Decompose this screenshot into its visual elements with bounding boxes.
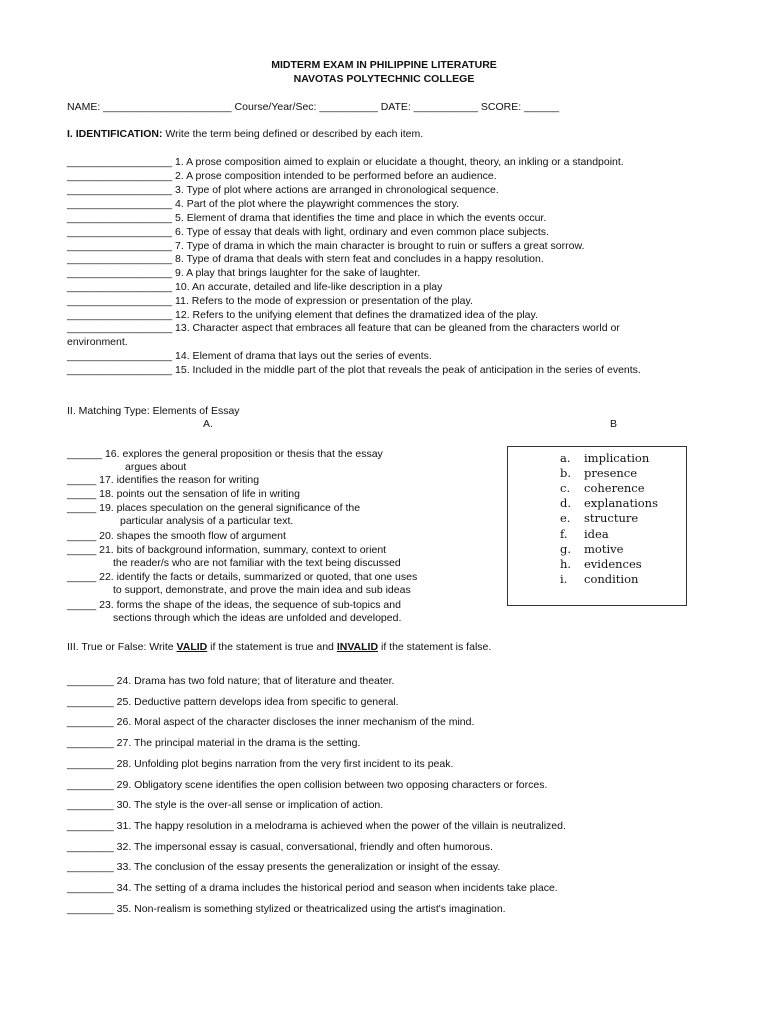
- true-false-item-text: 34. The setting of a drama includes the historical period and season when incidents take place.: [116, 882, 558, 894]
- answer-blank[interactable]: _____: [67, 474, 97, 486]
- true-false-item-text: 25. Deductive pattern develops idea from specific to general.: [116, 695, 399, 708]
- identification-heading: [67, 128, 423, 141]
- option-text: idea: [584, 526, 609, 541]
- column-b-label: B: [610, 418, 618, 430]
- answer-blank[interactable]: ________: [67, 757, 114, 770]
- answer-blank[interactable]: _____: [67, 502, 97, 514]
- identification-item: [67, 350, 679, 364]
- student-info-line: NAME: ______________________ Course/Year/Sec: __________ DATE: ___________ SCORE: ______: [67, 101, 560, 113]
- matching-heading: II. Matching Type: Elements of Essay: [67, 405, 240, 417]
- answer-blank[interactable]: __________________: [67, 322, 173, 334]
- true-false-heading: [67, 641, 491, 654]
- option-letter: e.: [560, 511, 571, 526]
- matching-item-text: 22. identify the facts or details, summarized or quoted, that one uses: [99, 571, 418, 583]
- matching-item: [67, 474, 259, 487]
- option-item: [560, 451, 649, 465]
- identification-heading-bold: I. IDENTIFICATION:: [67, 128, 163, 140]
- option-item: [560, 481, 645, 495]
- answer-blank[interactable]: ________: [67, 675, 114, 687]
- tf-heading-post: if the statement is false.: [378, 641, 492, 653]
- option-item: [560, 466, 637, 480]
- identification-item: [67, 322, 679, 349]
- option-text: evidences: [584, 556, 642, 571]
- answer-blank[interactable]: ________: [67, 695, 114, 708]
- answer-blank[interactable]: ________: [67, 840, 114, 853]
- true-false-item: [67, 882, 558, 895]
- matching-item-text: 16. explores the general proposition or thesis that the essay: [104, 448, 383, 460]
- true-false-item: [67, 841, 493, 854]
- matching-item: [67, 544, 386, 557]
- identification-item: [67, 364, 679, 378]
- identification-item: [67, 267, 679, 281]
- identification-item-text: 4. Part of the plot where the playwright commences the story.: [175, 198, 460, 210]
- true-false-item: [67, 903, 506, 916]
- matching-item-continuation: to support, demonstrate, and prove the main idea and sub ideas: [113, 584, 411, 596]
- option-letter: a.: [560, 451, 571, 465]
- answer-blank[interactable]: _____: [67, 571, 97, 583]
- matching-item-continuation: the reader/s who are not familiar with the text being discussed: [113, 557, 401, 569]
- tf-heading-pre: III. True or False: Write: [67, 641, 177, 653]
- answer-blank[interactable]: ________: [67, 799, 114, 812]
- true-false-item-text: 31. The happy resolution in a melodrama is achieved when the power of the villain is neutralized.: [116, 819, 566, 832]
- true-false-item-text: 27. The principal material in the drama is the setting.: [116, 737, 361, 750]
- answer-blank[interactable]: __________________: [67, 295, 173, 307]
- option-letter: d.: [560, 496, 572, 511]
- identification-item: [67, 156, 679, 170]
- answer-blank[interactable]: ________: [67, 737, 114, 750]
- option-item: [560, 572, 638, 586]
- true-false-item: [67, 696, 399, 709]
- option-letter: f.: [560, 526, 568, 541]
- option-letter: i.: [560, 571, 568, 586]
- true-false-item-text: 26. Moral aspect of the character discloses the inner mechanism of the mind.: [116, 716, 475, 729]
- true-false-item-text: 24. Drama has two fold nature; that of literature and theater.: [116, 675, 395, 687]
- identification-item: [67, 253, 679, 267]
- matching-item: [67, 571, 417, 584]
- matching-item-text: 23. forms the shape of the ideas, the sequence of sub-topics and: [99, 599, 401, 611]
- identification-item-text: 1. A prose composition aimed to explain or elucidate a thought, theory, an inkling or a standpoint.: [175, 156, 624, 168]
- true-false-item: [67, 716, 474, 729]
- true-false-item: [67, 758, 453, 771]
- answer-blank[interactable]: ________: [67, 819, 114, 832]
- answer-blank[interactable]: __________________: [67, 240, 173, 252]
- option-text: motive: [584, 541, 624, 556]
- identification-item: [67, 309, 679, 323]
- identification-item-text: 14. Element of drama that lays out the series of events.: [175, 350, 432, 362]
- answer-blank[interactable]: ________: [67, 882, 114, 894]
- identification-item-text: 2. A prose composition intended to be performed before an audience.: [175, 170, 497, 182]
- identification-item-text: 10. An accurate, detailed and life-like description in a play: [175, 281, 443, 293]
- identification-item-text: 8. Type of drama that deals with stern feat and concludes in a happy resolution.: [175, 253, 544, 265]
- identification-item-text: 15. Included in the middle part of the plot that reveals the peak of anticipation in the series of events.: [175, 364, 641, 376]
- identification-item-text: 12. Refers to the unifying element that defines the dramatized idea of the play.: [175, 309, 538, 321]
- matching-item-continuation: sections through which the ideas are unfolded and developed.: [113, 612, 402, 624]
- true-false-item: [67, 820, 566, 833]
- true-false-item: [67, 799, 383, 812]
- answer-blank[interactable]: __________________: [67, 350, 173, 362]
- option-text: condition: [584, 571, 639, 586]
- option-text: structure: [584, 511, 639, 526]
- answer-blank[interactable]: __________________: [67, 309, 173, 321]
- true-false-item-text: 32. The impersonal essay is casual, conversational, friendly and often humorous.: [116, 840, 493, 853]
- answer-blank[interactable]: __________________: [67, 170, 173, 182]
- column-a-label: A.: [203, 418, 213, 430]
- matching-item-text: 18. points out the sensation of life in writing: [99, 488, 300, 500]
- identification-item: [67, 184, 679, 198]
- option-text: coherence: [584, 481, 645, 496]
- tf-heading-mid: if the statement is true and: [207, 641, 337, 653]
- option-text: implication: [584, 451, 650, 465]
- answer-blank[interactable]: _____: [67, 488, 97, 500]
- answer-blank[interactable]: _____: [67, 544, 97, 556]
- identification-heading-text: Write the term being defined or described by each item.: [162, 128, 424, 140]
- matching-item: [67, 502, 360, 515]
- invalid-keyword: INVALID: [336, 641, 379, 653]
- option-letter: c.: [560, 481, 571, 496]
- option-item: [560, 557, 642, 571]
- option-letter: g.: [560, 541, 572, 556]
- option-item: [560, 527, 609, 541]
- identification-item: [67, 240, 679, 254]
- answer-blank[interactable]: __________________: [67, 212, 173, 224]
- identification-item: [67, 212, 679, 226]
- answer-blank[interactable]: _____: [67, 530, 97, 542]
- identification-item-text: 9. A play that brings laughter for the sake of laughter.: [175, 267, 421, 279]
- true-false-item-text: 30. The style is the over-all sense or implication of action.: [116, 799, 384, 812]
- answer-blank[interactable]: ________: [67, 861, 114, 874]
- matching-item: [67, 448, 383, 461]
- answer-blank[interactable]: _____: [67, 599, 97, 611]
- true-false-item: [67, 779, 547, 792]
- answer-blank[interactable]: __________________: [67, 364, 173, 376]
- answer-blank[interactable]: ________: [67, 902, 114, 915]
- answer-blank[interactable]: __________________: [67, 253, 173, 265]
- option-text: presence: [584, 466, 638, 481]
- identification-item-text: 6. Type of essay that deals with light, ordinary and even common place subjects.: [175, 226, 549, 238]
- matching-item-continuation: particular analysis of a particular text.: [120, 515, 294, 527]
- answer-blank[interactable]: ______: [67, 448, 103, 460]
- answer-blank[interactable]: __________________: [67, 156, 173, 168]
- identification-item: [67, 226, 679, 240]
- matching-item-text: 21. bits of background information, summary, context to orient: [99, 544, 387, 556]
- true-false-item-text: 33. The conclusion of the essay presents the generalization or insight of the essay.: [116, 861, 501, 874]
- identification-item-text: 5. Element of drama that identifies the time and place in which the events occur.: [175, 212, 547, 224]
- matching-item-text: 17. identifies the reason for writing: [99, 474, 260, 486]
- answer-blank[interactable]: __________________: [67, 198, 173, 210]
- answer-blank[interactable]: __________________: [67, 267, 173, 279]
- school-name: NAVOTAS POLYTECHNIC COLLEGE: [293, 73, 475, 85]
- option-letter: h.: [560, 556, 572, 571]
- true-false-item-text: 28. Unfolding plot begins narration from the very first incident to its peak.: [116, 757, 454, 770]
- answer-blank[interactable]: ________: [67, 778, 114, 791]
- answer-blank[interactable]: __________________: [67, 226, 173, 238]
- exam-title: MIDTERM EXAM IN PHILIPPINE LITERATURE: [271, 59, 497, 71]
- answer-blank[interactable]: ________: [67, 716, 114, 729]
- identification-item-text: 11. Refers to the mode of expression or presentation of the play.: [175, 295, 473, 307]
- option-text: explanations: [584, 496, 658, 511]
- identification-item-text: 13. Character aspect that embraces all feature that can be gleaned from the characters world or environment.: [67, 322, 620, 348]
- answer-blank[interactable]: __________________: [67, 281, 173, 293]
- true-false-item: [67, 861, 500, 874]
- option-letter: b.: [560, 466, 572, 481]
- option-item: [560, 511, 638, 525]
- identification-item-text: 3. Type of plot where actions are arranged in chronological sequence.: [175, 184, 499, 196]
- answer-blank[interactable]: __________________: [67, 184, 173, 196]
- true-false-item: [67, 675, 394, 688]
- matching-item-text: 20. shapes the smooth flow of argument: [99, 530, 286, 542]
- true-false-item-text: 29. Obligatory scene identifies the open collision between two opposing characters or forces.: [116, 778, 548, 791]
- identification-item: [67, 281, 679, 295]
- identification-item: [67, 170, 679, 184]
- identification-item-text: 7. Type of drama in which the main character is brought to ruin or suffers a great sorrow.: [175, 240, 585, 252]
- matching-item-continuation: argues about: [125, 461, 187, 473]
- matching-item: [67, 599, 401, 612]
- matching-item: [67, 488, 300, 501]
- identification-item: [67, 198, 679, 212]
- valid-keyword: VALID: [176, 641, 208, 653]
- true-false-item-text: 35. Non-realism is something stylized or theatricalized using the artist's imagination.: [116, 902, 506, 915]
- option-item: [560, 496, 658, 510]
- option-item: [560, 542, 623, 556]
- identification-item: [67, 295, 679, 309]
- matching-item-text: 19. places speculation on the general significance of the: [99, 502, 361, 514]
- matching-item: [67, 530, 286, 543]
- true-false-item: [67, 737, 360, 750]
